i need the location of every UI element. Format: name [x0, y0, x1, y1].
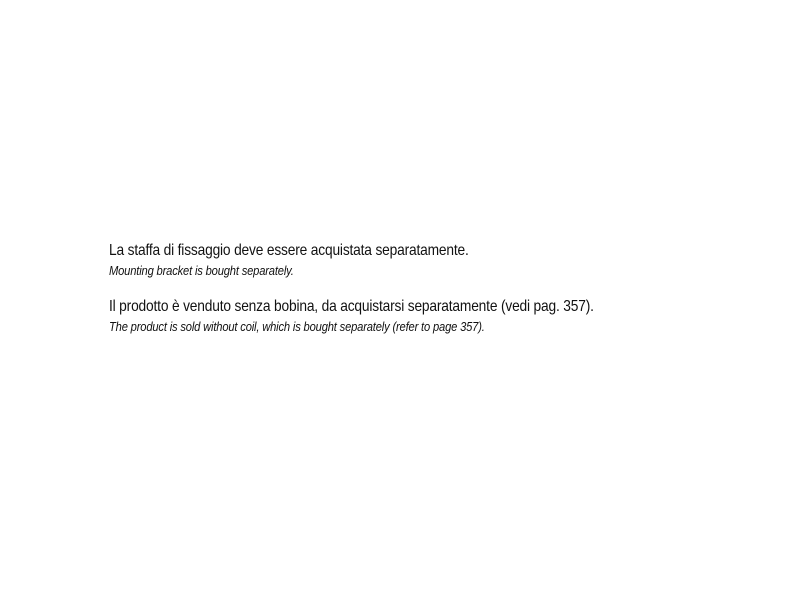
note-coil-italian: Il prodotto è venduto senza bobina, da acquistarsi separatamente (vedi pag. 357). [109, 298, 594, 315]
note-bracket [109, 240, 749, 280]
note-coil-english: The product is sold without coil, which is bought separately (refer to page 357). [109, 319, 485, 334]
note-bracket-english: Mounting bracket is bought separately. [109, 263, 294, 278]
product-notes [109, 240, 749, 336]
note-coil [109, 296, 749, 336]
note-bracket-italian: La staffa di fissaggio deve essere acquistata separatamente. [109, 242, 469, 259]
